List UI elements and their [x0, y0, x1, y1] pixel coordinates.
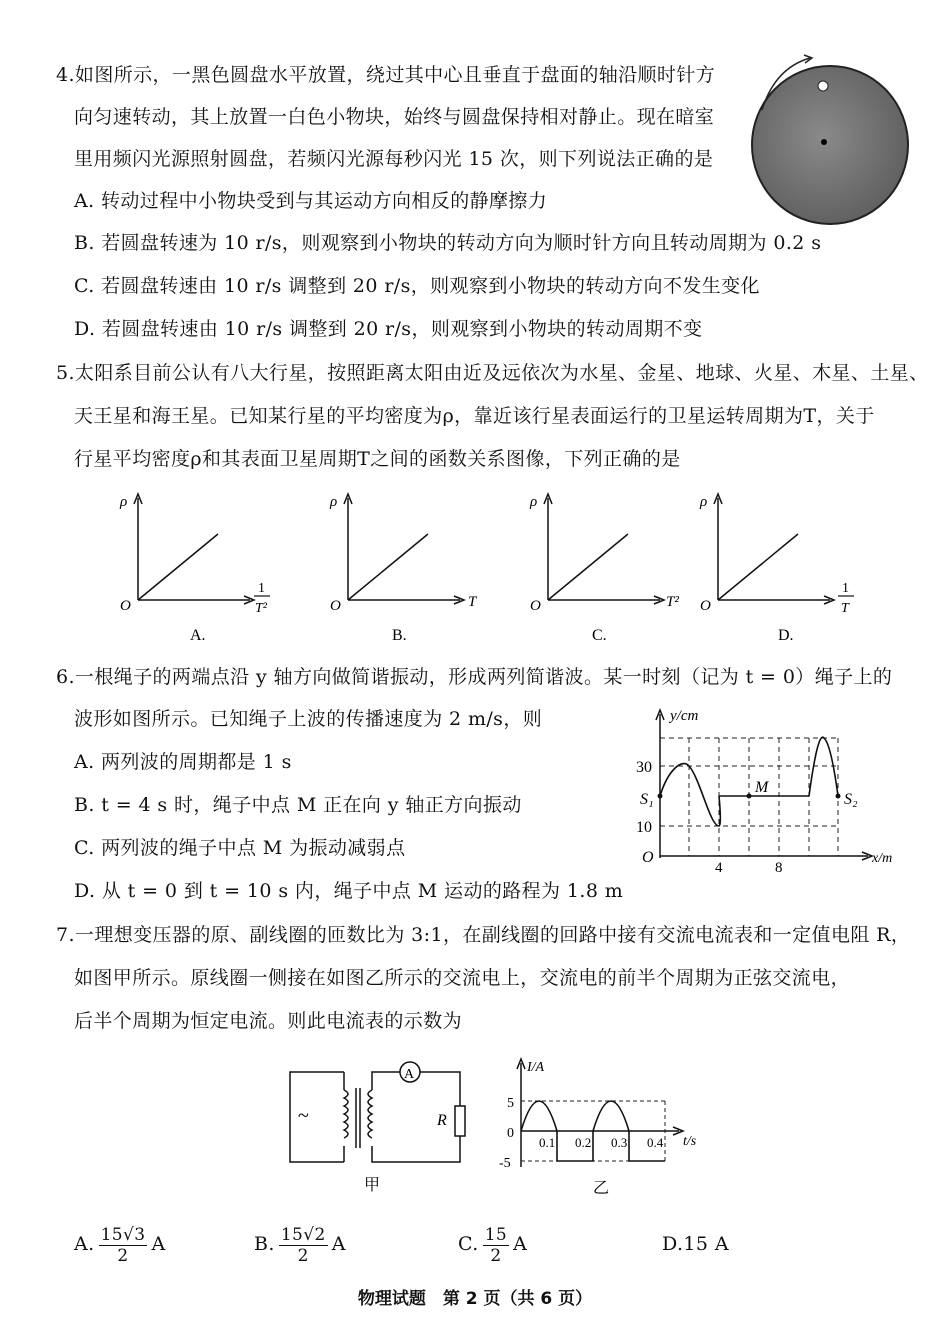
circuit-caption: 甲 [364, 1177, 381, 1194]
q6-stem-line-2: 波形如图所示。已知绳子上波的传播速度为 2 m/s，则 [74, 708, 543, 730]
current-xtick-0.3: 0.3 [611, 1135, 628, 1150]
q7-option-c-letter: C. [458, 1233, 479, 1255]
graph-a [110, 488, 280, 648]
page-footer: 物理试题 第 2 页（共 6 页） [357, 1289, 593, 1309]
q4-stem-line-2: 向匀速转动，其上放置一白色小物块，始终与圆盘保持相对静止。现在暗室 [74, 106, 715, 128]
current-ytick-5: 5 [507, 1096, 514, 1111]
graph-d-line [718, 534, 798, 600]
q7-option-b-den: 2 [297, 1245, 309, 1266]
q6-option-c: C. 两列波的绳子中点 M 为振动减弱点 [74, 837, 406, 859]
q7-option-a-letter: A. [74, 1233, 95, 1255]
q7-option-b-num: 15√2 [280, 1224, 326, 1245]
wave-ylabel: y/cm [670, 708, 699, 724]
graph-d-caption: D. [778, 627, 794, 644]
q7-option-d [662, 1220, 729, 1268]
q6-stem-line-1: 6.一根绳子的两端点沿 y 轴方向做简谐振动，形成两列简谐波。某一时刻（记为 t = 0）绳子上的 [56, 666, 893, 688]
graph-a-line [138, 534, 218, 600]
graph-a-xlabel-num: 1 [258, 581, 265, 596]
graph-c [520, 488, 690, 648]
resistor [455, 1106, 465, 1136]
q7-option-c-den: 2 [490, 1245, 502, 1266]
black-disk [752, 66, 908, 224]
wave-origin: O [642, 849, 654, 866]
graph-d [690, 488, 870, 648]
q7-option-b-letter: B. [254, 1233, 275, 1255]
graph-d-ylabel: ρ [700, 494, 708, 510]
current-ytick-neg5: -5 [499, 1156, 511, 1171]
wave-ytick-10: 10 [636, 819, 652, 836]
right-wave [809, 737, 838, 796]
q4-option-b: B. 若圆盘转速为 10 r/s，则观察到小物块的转动方向为顺时针方向且转动周期为 0.2 s [74, 232, 822, 254]
wave-s2-label: S₂ [844, 791, 858, 808]
transformer-circuit [280, 1050, 480, 1200]
graph-c-line [548, 534, 628, 600]
q4-option-a: A. 转动过程中小物块受到与其运动方向相反的静摩擦力 [74, 190, 548, 212]
graph-a-xlabel-den: T² [255, 601, 267, 616]
graph-c-caption: C. [592, 627, 607, 644]
q7-option-b-fraction [279, 1225, 328, 1266]
ac-source-icon: ~ [298, 1105, 309, 1127]
graph-c-origin: O [530, 598, 541, 614]
q5-stem-line-1: 5.太阳系目前公认有八大行星，按照距离太阳由近及远依次为水星、金星、地球、火星、木星、土星、 [56, 362, 929, 384]
graph-d-xlabel-den: T [841, 601, 849, 616]
current-xtick-0.2: 0.2 [575, 1135, 592, 1150]
q7-option-a-fraction [99, 1225, 148, 1266]
graph-a-ylabel: ρ [120, 494, 128, 510]
q7-stem-line-2: 如图甲所示。原线圈一侧接在如图乙所示的交流电上，交流电的前半个周期为正弦交流电， [74, 967, 851, 989]
resistor-label: R [437, 1112, 447, 1129]
graph-c-ylabel: ρ [530, 494, 538, 510]
wave-xlabel: x/m [872, 851, 893, 866]
q7-option-b-unit: A [331, 1233, 346, 1255]
q5-stem-line-3: 行星平均密度ρ和其表面卫星周期T之间的函数关系图像，下列正确的是 [74, 448, 681, 470]
q7-option-c [458, 1220, 527, 1268]
q7-option-a-den: 2 [117, 1245, 129, 1266]
q7-option-a-unit: A [151, 1233, 166, 1255]
q5-stem-line-2: 天王星和海王星。已知某行星的平均密度为ρ，靠近该行星表面运行的卫星运转周期为T，关于 [74, 405, 875, 427]
q4-option-d: D. 若圆盘转速由 10 r/s 调整到 20 r/s，则观察到小物块的转动周期不变 [74, 318, 703, 340]
q7-option-b [254, 1220, 346, 1268]
primary-coil [344, 1090, 348, 1138]
q7-stem-line-3: 后半个周期为恒定电流。则此电流表的示数为 [74, 1010, 463, 1032]
q4-stem-line-3: 里用频闪光源照射圆盘，若频闪光源每秒闪光 15 次，则下列说法正确的是 [74, 148, 714, 170]
q7-option-c-unit: A [513, 1233, 528, 1255]
wave-m-label: M [755, 779, 769, 796]
q6-option-a: A. 两列波的周期都是 1 s [74, 751, 292, 773]
q6-option-d: D. 从 t = 0 到 t = 10 s 内，绳子中点 M 运动的路程为 1.8 m [74, 880, 624, 902]
left-wave [660, 764, 720, 826]
current-origin: 0 [507, 1126, 514, 1141]
graph-c-xlabel: T² [666, 594, 679, 610]
wave-ytick-30: 30 [636, 759, 652, 776]
current-graph [495, 1055, 715, 1205]
ammeter-label: A [404, 1067, 415, 1082]
q7-option-c-fraction [483, 1225, 509, 1266]
q7-stem-line-1: 7.一理想变压器的原、副线圈的匝数比为 3:1，在副线圈的回路中接有交流电流表和一定值电阻 R， [56, 924, 911, 946]
q4-stem-line-1: 4.如图所示，一黑色圆盘水平放置，绕过其中心且垂直于盘面的轴沿顺时针方 [56, 64, 716, 86]
wave-s1-label: S₁ [640, 791, 654, 808]
disk-center [821, 139, 827, 145]
q7-option-a-num: 15√3 [100, 1224, 146, 1245]
graph-d-xlabel-num: 1 [842, 581, 849, 596]
graph-b-xlabel: T [468, 594, 477, 610]
graph-b-origin: O [330, 598, 341, 614]
graph-b-caption: B. [392, 627, 407, 644]
wave-figure [630, 700, 900, 880]
secondary-coil [368, 1090, 372, 1138]
current-xtick-0.4: 0.4 [647, 1135, 664, 1150]
q7-option-a [74, 1220, 166, 1268]
graph-a-caption: A. [190, 627, 206, 644]
q7-option-d-value: 15 A [683, 1233, 729, 1255]
graph-a-origin: O [120, 598, 131, 614]
q7-option-c-num: 15 [484, 1224, 508, 1245]
q6-option-b: B. t = 4 s 时，绳子中点 M 正在向 y 轴正方向振动 [74, 794, 522, 816]
wave-xtick-8: 8 [775, 860, 783, 876]
current-sine-1 [521, 1101, 557, 1131]
point-m [747, 794, 752, 799]
q4-option-c: C. 若圆盘转速由 10 r/s 调整到 20 r/s，则观察到小物块的转动方向不发生变化 [74, 275, 760, 297]
q7-option-d-letter: D. [662, 1233, 684, 1255]
rotating-disk-figure [740, 50, 920, 230]
current-sine-2 [593, 1101, 629, 1131]
graph-b-ylabel: ρ [330, 494, 338, 510]
current-xtick-0.1: 0.1 [539, 1135, 556, 1150]
graph-b [320, 488, 490, 648]
wave-xtick-4: 4 [715, 860, 723, 876]
current-xlabel: t/s [683, 1134, 697, 1149]
white-block [818, 81, 828, 91]
current-graph-caption: 乙 [593, 1180, 610, 1197]
graph-b-line [348, 534, 428, 600]
graph-d-origin: O [700, 598, 711, 614]
current-ylabel: I/A [527, 1060, 545, 1075]
